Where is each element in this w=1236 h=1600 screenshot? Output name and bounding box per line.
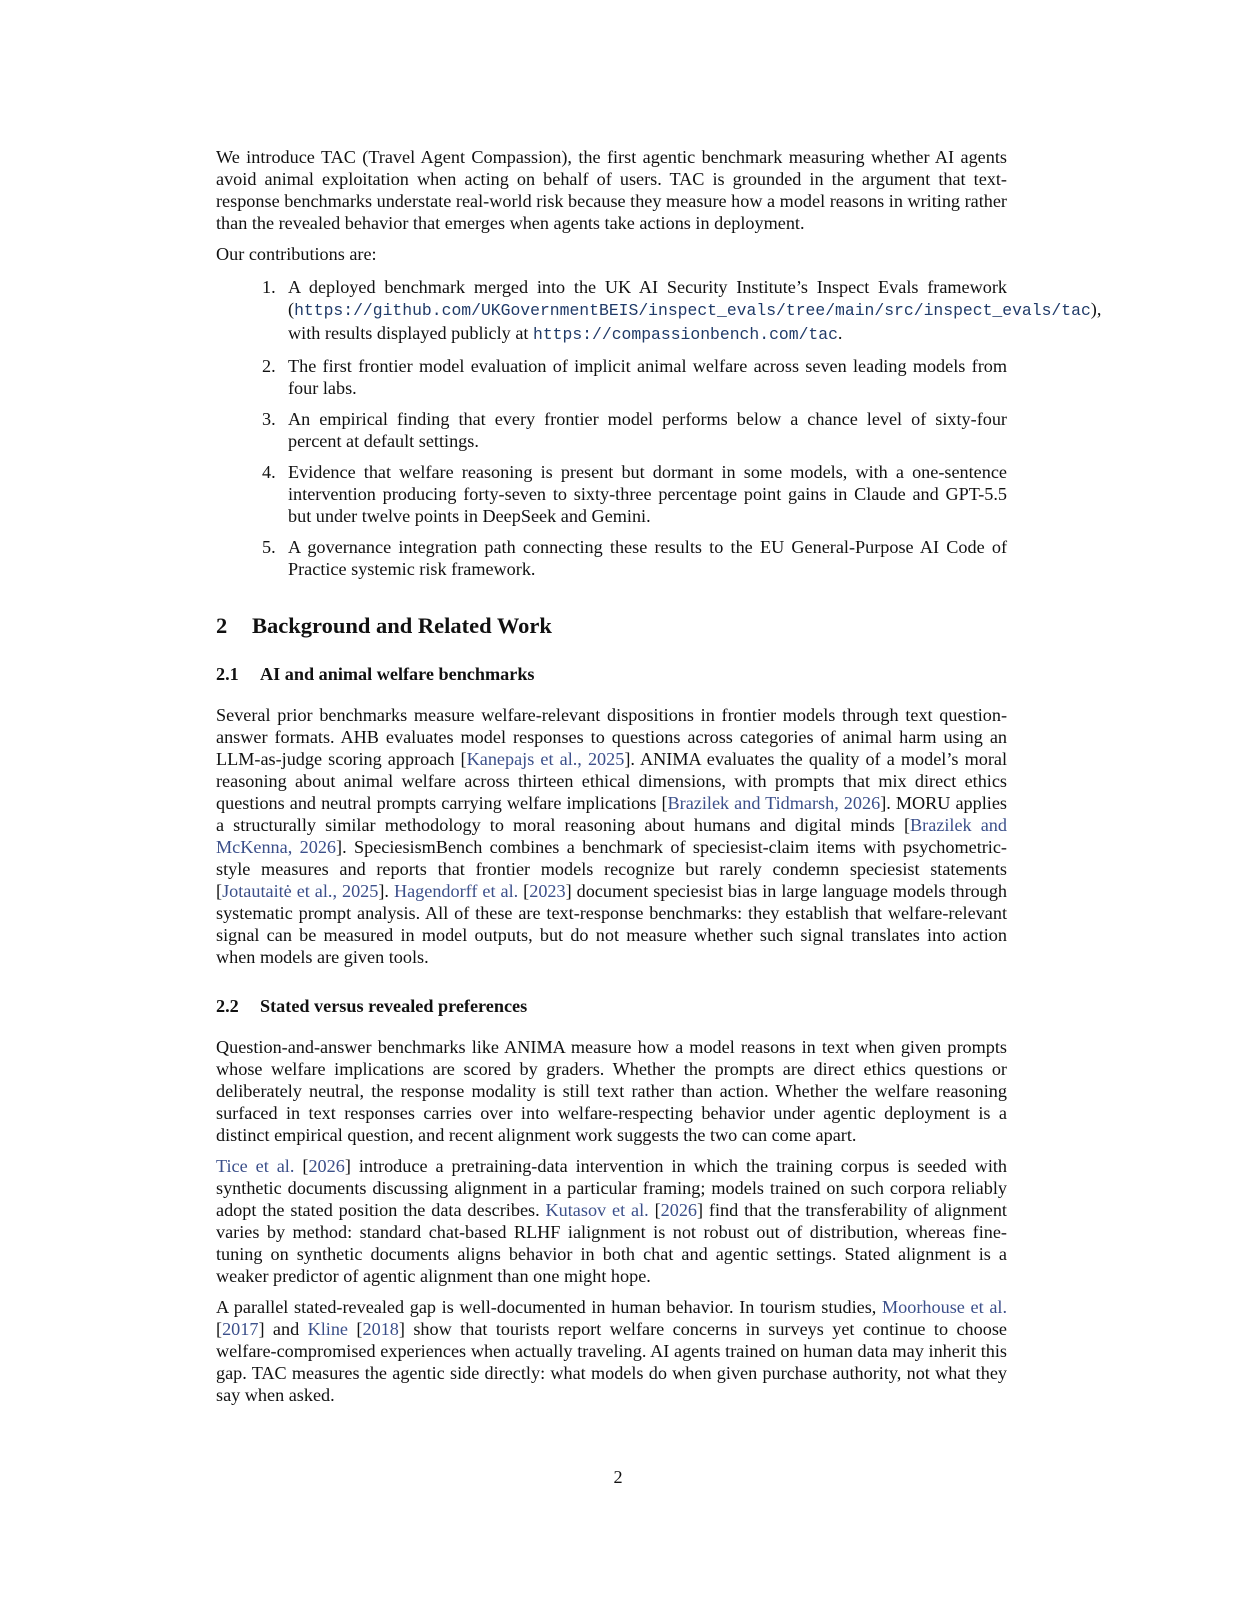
citation-link[interactable]: Moorhouse et al.	[882, 1297, 1007, 1317]
list-number: 2.	[262, 356, 276, 376]
github-link[interactable]: https://github.com/UKGovernmentBEIS/inspect_evals/tree/main/src/inspect_evals/tac	[294, 301, 1091, 320]
citation-link[interactable]: Hagendorff et al.	[393, 881, 519, 901]
contributions-lead: Our contributions are:	[216, 244, 377, 264]
page-content	[216, 146, 1102, 1406]
list-item: 2. The first frontier model evaluation of implicit animal welfare across seven leading models from four labs.	[262, 356, 1007, 398]
citation-link[interactable]: Kanepajs et al., 2025	[466, 749, 625, 769]
stated-revealed-paragraph-2: Tice et al. [2026] introduce a pretraining-data intervention in which the training corpus is seeded with synthetic documents discussing alignment in a particular framing; models trained on such corpora reliably adopt the stated position the data describes. Kutasov et al. [2026] find that the transferability of alignment varies by method: standard chat-based RLHF ialignment is not robust out of distribution, whereas fine-tuning on synthetic documents aligns behavior in both chat and agentic settings. Stated alignment is a weaker predictor of agentic alignment than one might hope.	[216, 1156, 1008, 1286]
benchmarks-paragraph: Several prior benchmarks measure welfare-relevant dispositions in frontier models through text question-answer formats. AHB evaluates model responses to questions across categories of animal harm using an LLM-as-judge scoring approach [Kanepajs et al., 2025]. ANIMA evaluates the quality of a model’s moral reasoning about animal welfare across thirteen ethical dimensions, with prompts that mix direct ethics questions and neutral prompts carrying welfare implications [Brazilek and Tidmarsh, 2026]. MORU applies a structurally similar methodology to moral reasoning about humans and digital minds [Brazilek and McKenna, 2026]. SpeciesismBench combines a benchmark of speciesist-claim items with psychometric-style measures and reports that frontier models recognize but rarely condemn speciesist statements [Jotautaitė et al., 2025]. Hagendorff et al. [2023] document speciesist bias in large language models through systematic prompt analysis. All of these are text-response benchmarks: they establish that welfare-relevant signal can be measured in model outputs, but do not measure whether such signal translates into action when models are given tools.	[216, 705, 1008, 967]
list-number: 5.	[262, 537, 276, 557]
intro-paragraph: We introduce TAC (Travel Agent Compassion), the first agentic benchmark measuring whether AI agents avoid animal exploitation when acting on behalf of users. TAC is grounded in the argument that text-response benchmarks understate real-world risk because they measure how a model reasons in writing rather than the revealed behavior that emerges when agents take actions in deployment.	[216, 147, 1007, 233]
citation-link[interactable]: Brazilek and Tidmarsh, 2026	[667, 793, 881, 813]
citation-link[interactable]: Jotautaitė et al., 2025	[222, 881, 379, 901]
subsection-heading: 2.1 AI and animal welfare benchmarks	[216, 664, 535, 684]
subsection-heading: 2.2 Stated versus revealed preferences	[216, 996, 528, 1016]
list-item: 3. An empirical finding that every frontier model performs below a chance level of sixty-four percent at default settings.	[262, 409, 1007, 451]
citation-link[interactable]: Kline	[307, 1319, 349, 1339]
list-item: 1. A deployed benchmark merged into the UK AI Security Institute’s Inspect Evals framework (https://github.com/UKGovernmentBEIS/inspect_evals/tree/main/src/inspect_evals/tac), with results displayed publicly at https://compassionbench.com/tac.	[262, 277, 1102, 344]
list-number: 1.	[262, 277, 276, 297]
citation-link[interactable]: Kutasov et al.	[545, 1200, 649, 1220]
citation-link[interactable]: 2023	[529, 881, 566, 901]
page-number: 2	[613, 1467, 623, 1487]
list-number: 4.	[262, 462, 276, 482]
citation-link[interactable]: Tice et al.	[216, 1156, 295, 1176]
contributions-list	[216, 276, 1102, 580]
citation-link[interactable]: Brazilek and McKenna, 2026	[216, 815, 1007, 857]
list-number: 3.	[262, 409, 276, 429]
citation-link[interactable]: 2017	[222, 1319, 259, 1339]
list-item: 4. Evidence that welfare reasoning is present but dormant in some models, with a one-sentence intervention producing forty-seven to sixty-three percentage point gains in Claude and GPT-5.5 but under twelve points in DeepSeek and Gemini.	[262, 462, 1007, 526]
stated-revealed-paragraph-1: Question-and-answer benchmarks like ANIMA measure how a model reasons in text when given prompts whose welfare implications are scored by graders. Whether the prompts are direct ethics questions or deliberately neutral, the response modality is still text rather than action. Whether the welfare reasoning surfaced in text responses carries over into welfare-respecting behavior under agentic deployment is a distinct empirical question, and recent alignment work suggests the two can come apart.	[216, 1037, 1007, 1145]
citation-link[interactable]: 2018	[362, 1319, 399, 1339]
list-item: 5. A governance integration path connecting these results to the EU General-Purpose AI Code of Practice systemic risk framework.	[262, 537, 1007, 579]
citation-link[interactable]: 2026	[660, 1200, 697, 1220]
section-heading: 2 Background and Related Work	[216, 613, 552, 638]
compassionbench-link[interactable]: https://compassionbench.com/tac	[533, 325, 838, 344]
citation-link[interactable]: 2026	[308, 1156, 345, 1176]
stated-revealed-paragraph-3: A parallel stated-revealed gap is well-documented in human behavior. In tourism studies, Moorhouse et al. [2017] and Kline [2018] show that tourists report welfare concerns in surveys yet continue to choose welfare-compromised experiences when actually traveling. AI agents trained on human data may inherit this gap. TAC measures the agentic side directly: what models do when given purchase authority, not what they say when asked.	[216, 1297, 1007, 1405]
